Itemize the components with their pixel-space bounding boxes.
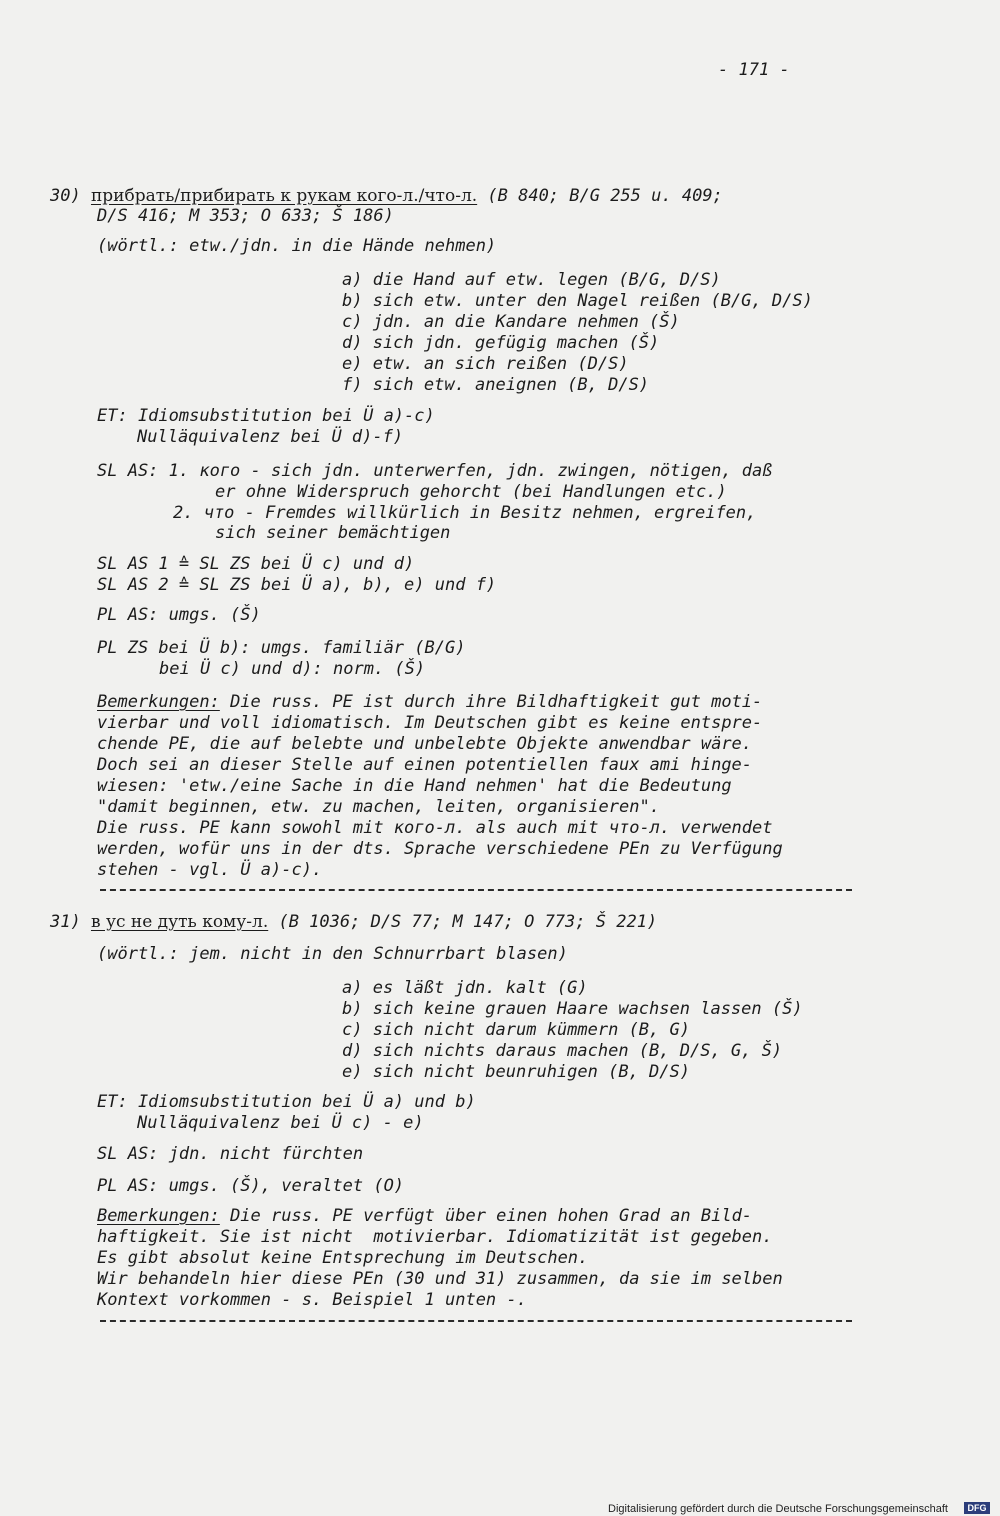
et-line: Nulläquivalenz bei Ü c) - e)	[137, 1113, 424, 1133]
equivalent-item: e) sich nicht beunruhigen (B, D/S)	[342, 1062, 690, 1082]
entry-references: (B 840; B/G 255 u. 409;	[477, 186, 723, 206]
remarks-line: Bemerkungen: Die russ. PE ist durch ihre Bildhaftigkeit gut moti-	[97, 692, 763, 712]
russian-idiom: в ус не дуть кому-л.	[90, 912, 269, 932]
pl-zs-line: bei Ü c) und d): norm. (Š)	[159, 659, 426, 679]
pl-as-line: PL AS: umgs. (Š)	[97, 605, 261, 625]
equivalent-item: e) etw. an sich reißen (D/S)	[342, 354, 629, 374]
remarks-line: Kontext vorkommen - s. Beispiel 1 unten -.	[97, 1290, 527, 1310]
et-line: ET: Idiomsubstitution bei Ü a)-c)	[97, 406, 435, 426]
entry-references: (B 1036; D/S 77; M 147; O 773; Š 221)	[268, 912, 658, 932]
sl-as-line: SL AS: 1. кого - sich jdn. unterwerfen, jdn. zwingen, nötigen, daß	[97, 461, 773, 481]
equivalent-item: a) die Hand auf etw. legen (B/G, D/S)	[342, 270, 721, 290]
sl-as-line: sich seiner bemächtigen	[215, 523, 451, 543]
dashed-separator	[100, 1320, 852, 1322]
remarks-line: Bemerkungen: Die russ. PE verfügt über einen hohen Grad an Bild-	[97, 1206, 753, 1226]
equivalent-item: d) sich jdn. gefügig machen (Š)	[342, 333, 660, 353]
sl-zs-line: SL AS 2 ≙ SL ZS bei Ü a), b), e) und f)	[97, 575, 497, 595]
page-number: - 171 -	[718, 60, 790, 80]
remarks-label: Bemerkungen:	[97, 1206, 220, 1226]
equivalent-item: c) sich nicht darum kümmern (B, G)	[342, 1020, 690, 1040]
remarks-line: stehen - vgl. Ü a)-c).	[97, 860, 323, 880]
remarks-label: Bemerkungen:	[97, 692, 220, 712]
equivalent-item: b) sich etw. unter den Nagel reißen (B/G, D/S)	[342, 291, 813, 311]
sl-as-line: 2. что - Fremdes willkürlich in Besitz nehmen, ergreifen,	[173, 503, 757, 523]
equivalent-item: b) sich keine grauen Haare wachsen lassen (Š)	[342, 999, 803, 1019]
equivalent-item: d) sich nichts daraus machen (B, D/S, G, Š)	[342, 1041, 783, 1061]
equivalent-item: c) jdn. an die Kandare nehmen (Š)	[342, 312, 680, 332]
entry-31-heading	[50, 912, 657, 932]
literal-translation: (wörtl.: jem. nicht in den Schnurrbart blasen)	[97, 944, 568, 964]
russian-idiom: прибрать/прибирать к рукам кого-л./что-л.	[90, 186, 478, 206]
equivalent-item: f) sich etw. aneignen (B, D/S)	[342, 375, 650, 395]
sl-as-line: er ohne Widerspruch gehorcht (bei Handlungen etc.)	[215, 482, 727, 502]
entry-30-heading	[50, 186, 723, 206]
dashed-separator	[100, 889, 852, 891]
et-line: ET: Idiomsubstitution bei Ü a) und b)	[97, 1092, 476, 1112]
remarks-line: "damit beginnen, etw. zu machen, leiten, organisieren".	[97, 797, 660, 817]
dfg-logo: DFG	[964, 1502, 990, 1514]
digitization-footer: Digitalisierung gefördert durch die Deutsche Forschungsgemeinschaft	[608, 1503, 948, 1515]
remarks-line: chende PE, die auf belebte und unbelebte Objekte anwendbar wäre.	[97, 734, 753, 754]
remarks-line: werden, wofür uns in der dts. Sprache verschiedene PEn zu Verfügung	[97, 839, 783, 859]
equivalent-item: a) es läßt jdn. kalt (G)	[342, 978, 588, 998]
remarks-line: wiesen: 'etw./eine Sache in die Hand nehmen' hat die Bedeutung	[97, 776, 732, 796]
remarks-line: Doch sei an dieser Stelle auf einen potentiellen faux ami hinge-	[97, 755, 753, 775]
remarks-line: Die russ. PE kann sowohl mit кого-л. als auch mit что-л. verwendet	[97, 818, 773, 838]
entry-references-cont: D/S 416; M 353; O 633; Š 186)	[97, 206, 394, 226]
pl-as-line: PL AS: umgs. (Š), veraltet (O)	[97, 1176, 405, 1196]
remarks-line: haftigkeit. Sie ist nicht motivierbar. Idiomatizität ist gegeben.	[97, 1227, 773, 1247]
remarks-line: Wir behandeln hier diese PEn (30 und 31) zusammen, da sie im selben	[97, 1269, 783, 1289]
entry-number: 31)	[50, 912, 81, 932]
remarks-line: vierbar und voll idiomatisch. Im Deutschen gibt es keine entspre-	[97, 713, 763, 733]
pl-zs-line: PL ZS bei Ü b): umgs. familiär (B/G)	[97, 638, 466, 658]
sl-zs-line: SL AS 1 ≙ SL ZS bei Ü c) und d)	[97, 554, 415, 574]
et-line: Nulläquivalenz bei Ü d)-f)	[137, 427, 404, 447]
sl-as-line: SL AS: jdn. nicht fürchten	[97, 1144, 364, 1164]
literal-translation: (wörtl.: etw./jdn. in die Hände nehmen)	[97, 236, 497, 256]
entry-number: 30)	[50, 186, 81, 206]
remarks-line: Es gibt absolut keine Entsprechung im Deutschen.	[97, 1248, 589, 1268]
